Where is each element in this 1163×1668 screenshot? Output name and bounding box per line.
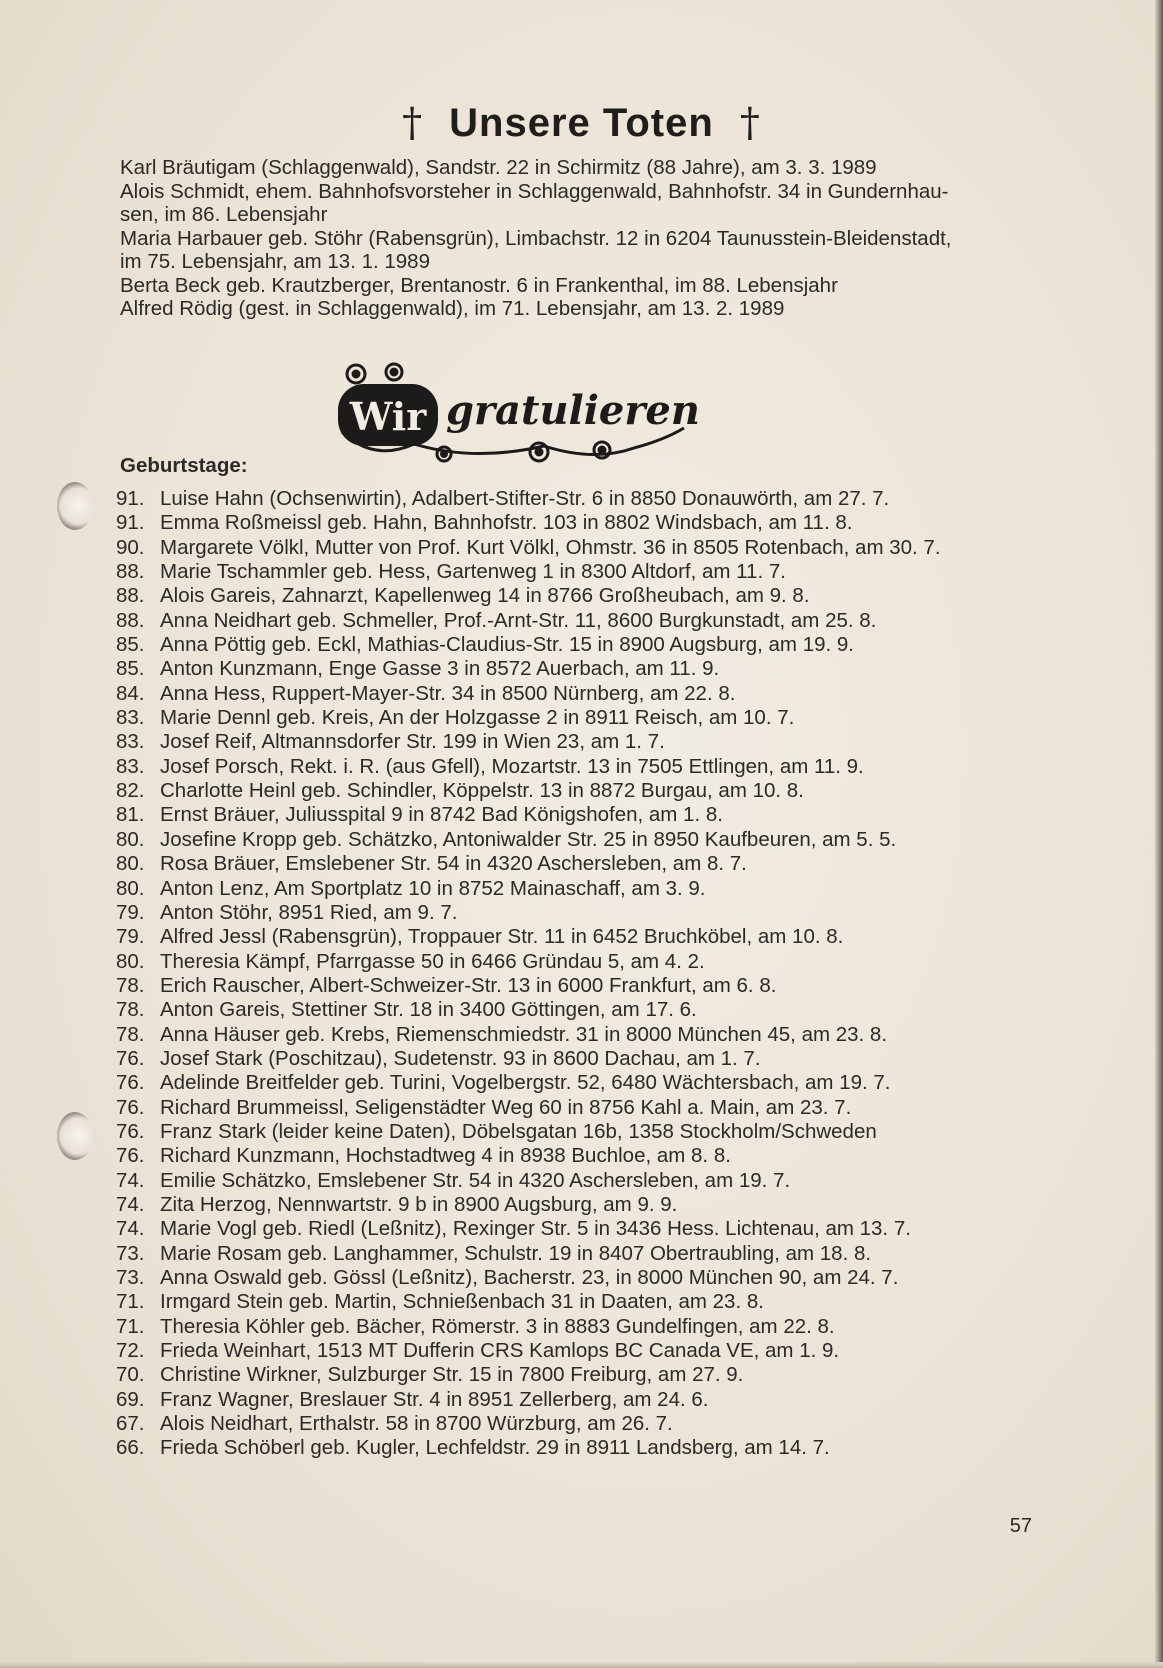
obituary-line: sen, im 86. Lebensjahr (120, 203, 328, 226)
page-title (0, 100, 1163, 146)
birthday-row (116, 1339, 1076, 1363)
birthday-age: 78. (116, 998, 145, 1022)
birthday-row (116, 1436, 1076, 1460)
birthday-entry: Anna Hess, Ruppert-Mayer-Str. 34 in 8500 Nürnberg, am 22. 8. (160, 681, 736, 705)
birthday-row (116, 1412, 1076, 1436)
birthday-age: 83. (116, 706, 145, 730)
birthday-age: 88. (116, 560, 145, 584)
congratulations-banner (334, 362, 744, 472)
birthday-row (116, 1388, 1076, 1412)
birthday-age: 85. (116, 657, 145, 681)
birthday-entry: Anna Pöttig geb. Eckl, Mathias-Claudius-Str. 15 in 8900 Augsburg, am 19. 9. (160, 633, 854, 657)
birthday-row (116, 803, 1076, 827)
birthday-row (116, 560, 1076, 584)
birthday-age: 66. (116, 1436, 145, 1460)
birthday-entry: Irmgard Stein geb. Martin, Schnießenbach 31 in Daaten, am 23. 8. (160, 1290, 764, 1314)
birthday-entry: Adelinde Breitfelder geb. Turini, Vogelbergstr. 52, 6480 Wächtersbach, am 19. 7. (160, 1071, 891, 1095)
birthday-row (116, 1120, 1076, 1144)
birthday-age: 76. (116, 1144, 145, 1168)
birthday-entry: Alois Gareis, Zahnarzt, Kapellenweg 14 in 8766 Großheubach, am 9. 8. (160, 584, 810, 608)
birthday-age: 91. (116, 487, 145, 510)
birthday-row (116, 1144, 1076, 1168)
birthday-age: 70. (116, 1363, 145, 1387)
birthday-age: 81. (116, 803, 145, 827)
birthday-age: 90. (116, 535, 145, 559)
birthday-row (116, 1363, 1076, 1387)
birthday-row (116, 877, 1076, 901)
birthday-age: 74. (116, 1192, 145, 1216)
birthday-age: 76. (116, 1071, 145, 1095)
title-text: Unsere Toten (449, 101, 714, 145)
birthday-entry: Luise Hahn (Ochsenwirtin), Adalbert-Stifter-Str. 6 in 8850 Donauwörth, am 27. 7. (160, 487, 890, 510)
birthday-age: 79. (116, 925, 145, 949)
page-edge-shadow (1155, 0, 1163, 1668)
birthday-entry: Anna Neidhart geb. Schmeller, Prof.-Arnt-Str. 11, 8600 Burgkunstadt, am 25. 8. (160, 608, 877, 632)
obituary-line: Alfred Rödig (gest. in Schlaggenwald), im 71. Lebensjahr, am 13. 2. 1989 (120, 297, 785, 320)
punch-hole-bottom (57, 1112, 93, 1160)
birthday-age: 79. (116, 900, 145, 924)
birthday-entry: Anna Häuser geb. Krebs, Riemenschmiedstr. 31 in 8000 München 45, am 23. 8. (160, 1022, 888, 1046)
birthday-row (116, 1096, 1076, 1120)
birthday-row (116, 974, 1076, 998)
birthday-age: 88. (116, 608, 145, 632)
birthday-age: 76. (116, 1095, 145, 1119)
birthday-age: 78. (116, 973, 145, 997)
birthday-entry: Marie Rosam geb. Langhammer, Schulstr. 19 in 8407 Obertraubling, am 18. 8. (160, 1241, 872, 1265)
birthday-age: 88. (116, 584, 145, 608)
birthday-entry: Marie Tschammler geb. Hess, Gartenweg 1 in 8300 Altdorf, am 11. 7. (160, 560, 786, 584)
birthday-entry: Margarete Völkl, Mutter von Prof. Kurt Völkl, Ohmstr. 36 in 8505 Rotenbach, am 30. 7. (160, 535, 941, 559)
birthday-entry: Marie Dennl geb. Kreis, An der Holzgasse 2 in 8911 Reisch, am 10. 7. (160, 706, 795, 730)
birthday-age: 69. (116, 1387, 145, 1411)
birthday-age: 91. (116, 511, 145, 535)
birthday-entry: Josefine Kropp geb. Schätzko, Antoniwalder Str. 25 in 8950 Kaufbeuren, am 5. 5. (160, 827, 897, 851)
birthday-row (116, 584, 1076, 608)
birthday-entry: Anton Lenz, Am Sportplatz 10 in 8752 Mainaschaff, am 3. 9. (160, 876, 706, 900)
birthday-row (116, 925, 1076, 949)
birthday-age: 71. (116, 1314, 145, 1338)
birthday-entry: Marie Vogl geb. Riedl (Leßnitz), Rexinger Str. 5 in 3436 Hess. Lichtenau, am 13. 7. (160, 1217, 911, 1241)
birthday-entry: Richard Kunzmann, Hochstadtweg 4 in 8938 Buchloe, am 8. 8. (160, 1144, 731, 1168)
birthday-age: 84. (116, 681, 145, 705)
birthday-entry: Franz Stark (leider keine Daten), Döbelsgatan 16b, 1358 Stockholm/Schweden (160, 1119, 877, 1143)
birthday-entry: Anton Gareis, Stettiner Str. 18 in 3400 Göttingen, am 17. 6. (160, 998, 697, 1022)
birthday-entry: Josef Porsch, Rekt. i. R. (aus Gfell), Mozartstr. 13 in 7505 Ettlingen, am 11. 9. (160, 754, 864, 778)
obituary-line: Berta Beck geb. Krautzberger, Brentanostr. 6 in Frankenthal, im 88. Lebensjahr (120, 273, 838, 297)
birthday-row (116, 998, 1076, 1022)
birthday-row (116, 730, 1076, 754)
birthday-row (116, 779, 1076, 803)
banner-gratulieren: gratulieren (446, 387, 700, 434)
birthday-entry: Anna Oswald geb. Gössl (Leßnitz), Bacherstr. 23, in 8000 München 90, am 24. 7. (160, 1266, 899, 1289)
birthday-age: 74. (116, 1217, 145, 1241)
birthdays-heading: Geburtstage: (120, 454, 248, 477)
birthday-age: 80. (116, 827, 145, 851)
birthday-entry: Anton Stöhr, 8951 Ried, am 9. 7. (160, 900, 458, 924)
birthday-list (116, 487, 1076, 1461)
birthday-row (116, 852, 1076, 876)
birthday-age: 76. (116, 1119, 145, 1143)
birthday-row (116, 657, 1076, 681)
page-bottom-edge (0, 1662, 1163, 1668)
birthday-row (116, 511, 1076, 535)
birthday-row (116, 1047, 1076, 1071)
birthday-entry: Charlotte Heinl geb. Schindler, Köppelstr. 13 in 8872 Burgau, am 10. 8. (160, 779, 804, 803)
birthday-entry: Zita Herzog, Nennwartstr. 9 b in 8900 Augsburg, am 9. 9. (160, 1192, 678, 1216)
birthday-row (116, 706, 1076, 730)
birthday-row (116, 1169, 1076, 1193)
birthday-row (116, 536, 1076, 560)
birthday-age: 80. (116, 876, 145, 900)
birthday-entry: Emma Roßmeissl geb. Hahn, Bahnhofstr. 103 in 8802 Windsbach, am 11. 8. (160, 511, 853, 535)
birthday-row (116, 1266, 1076, 1290)
birthday-entry: Frieda Weinhart, 1513 MT Dufferin CRS Kamlops BC Canada VE, am 1. 9. (160, 1339, 840, 1363)
birthday-age: 82. (116, 779, 145, 803)
birthday-age: 71. (116, 1290, 145, 1314)
banner-wir: Wir (349, 394, 427, 439)
cross-right-icon: † (739, 100, 761, 146)
birthday-age: 80. (116, 949, 145, 973)
birthday-age: 72. (116, 1339, 145, 1363)
birthday-age: 73. (116, 1266, 145, 1289)
birthday-age: 85. (116, 633, 145, 657)
birthday-entry: Theresia Kämpf, Pfarrgasse 50 in 6466 Gründau 5, am 4. 2. (160, 949, 705, 973)
birthday-entry: Franz Wagner, Breslauer Str. 4 in 8951 Zellerberg, am 24. 6. (160, 1387, 709, 1411)
birthday-entry: Josef Reif, Altmannsdorfer Str. 199 in Wien 23, am 1. 7. (160, 730, 665, 754)
birthday-entry: Alois Neidhart, Erthalstr. 58 in 8700 Würzburg, am 26. 7. (160, 1412, 673, 1436)
obituary-list (120, 156, 1050, 321)
birthday-row (116, 950, 1076, 974)
birthday-age: 67. (116, 1412, 145, 1436)
obituary-line: Alois Schmidt, ehem. Bahnhofsvorsteher in Schlaggenwald, Bahnhofstr. 34 in Gundernhau- (120, 179, 949, 203)
birthday-entry: Theresia Köhler geb. Bächer, Römerstr. 3 in 8883 Gundelfingen, am 22. 8. (160, 1314, 835, 1338)
birthday-entry: Ernst Bräuer, Juliusspital 9 in 8742 Bad Königshofen, am 1. 8. (160, 803, 723, 827)
birthday-row (116, 1193, 1076, 1217)
birthday-row (116, 682, 1076, 706)
birthday-age: 74. (116, 1168, 145, 1192)
birthday-entry: Frieda Schöberl geb. Kugler, Lechfeldstr. 29 in 8911 Landsberg, am 14. 7. (160, 1436, 830, 1460)
birthday-row (116, 1315, 1076, 1339)
birthday-entry: Josef Stark (Poschitzau), Sudetenstr. 93 in 8600 Dachau, am 1. 7. (160, 1046, 761, 1070)
birthday-entry: Anton Kunzmann, Enge Gasse 3 in 8572 Auerbach, am 11. 9. (160, 657, 720, 681)
obituary-line: im 75. Lebensjahr, am 13. 1. 1989 (120, 250, 430, 273)
page-number: 57 (1009, 1515, 1032, 1537)
birthday-row (116, 1023, 1076, 1047)
birthday-age: 83. (116, 754, 145, 778)
birthday-row (116, 1290, 1076, 1314)
punch-hole-top (57, 482, 93, 530)
birthday-row (116, 1217, 1076, 1241)
birthday-entry: Richard Brummeissl, Seligenstädter Weg 60 in 8756 Kahl a. Main, am 23. 7. (160, 1095, 852, 1119)
birthday-row (116, 901, 1076, 925)
birthday-age: 73. (116, 1241, 145, 1265)
birthday-age: 80. (116, 852, 145, 876)
obituary-line: Karl Bräutigam (Schlaggenwald), Sandstr. 22 in Schirmitz (88 Jahre), am 3. 3. 1989 (120, 156, 877, 179)
birthday-entry: Alfred Jessl (Rabensgrün), Troppauer Str. 11 in 6452 Bruchköbel, am 10. 8. (160, 925, 844, 949)
birthday-age: 78. (116, 1022, 145, 1046)
birthday-age: 76. (116, 1046, 145, 1070)
birthday-row (116, 609, 1076, 633)
birthday-row (116, 828, 1076, 852)
birthday-row (116, 487, 1076, 511)
birthday-entry: Erich Rauscher, Albert-Schweizer-Str. 13 in 6000 Frankfurt, am 6. 8. (160, 973, 777, 997)
birthday-row (116, 1071, 1076, 1095)
birthday-row (116, 633, 1076, 657)
birthday-row (116, 1242, 1076, 1266)
birthday-age: 83. (116, 730, 145, 754)
obituary-line: Maria Harbauer geb. Stöhr (Rabensgrün), Limbachstr. 12 in 6204 Taunusstein-Bleidenstadt, (120, 226, 952, 250)
birthday-entry: Rosa Bräuer, Emslebener Str. 54 in 4320 Aschersleben, am 8. 7. (160, 852, 747, 876)
birthday-entry: Emilie Schätzko, Emslebener Str. 54 in 4320 Aschersleben, am 19. 7. (160, 1168, 791, 1192)
birthday-row (116, 755, 1076, 779)
cross-left-icon: † (402, 100, 424, 146)
birthday-entry: Christine Wirkner, Sulzburger Str. 15 in 7800 Freiburg, am 27. 9. (160, 1363, 744, 1387)
